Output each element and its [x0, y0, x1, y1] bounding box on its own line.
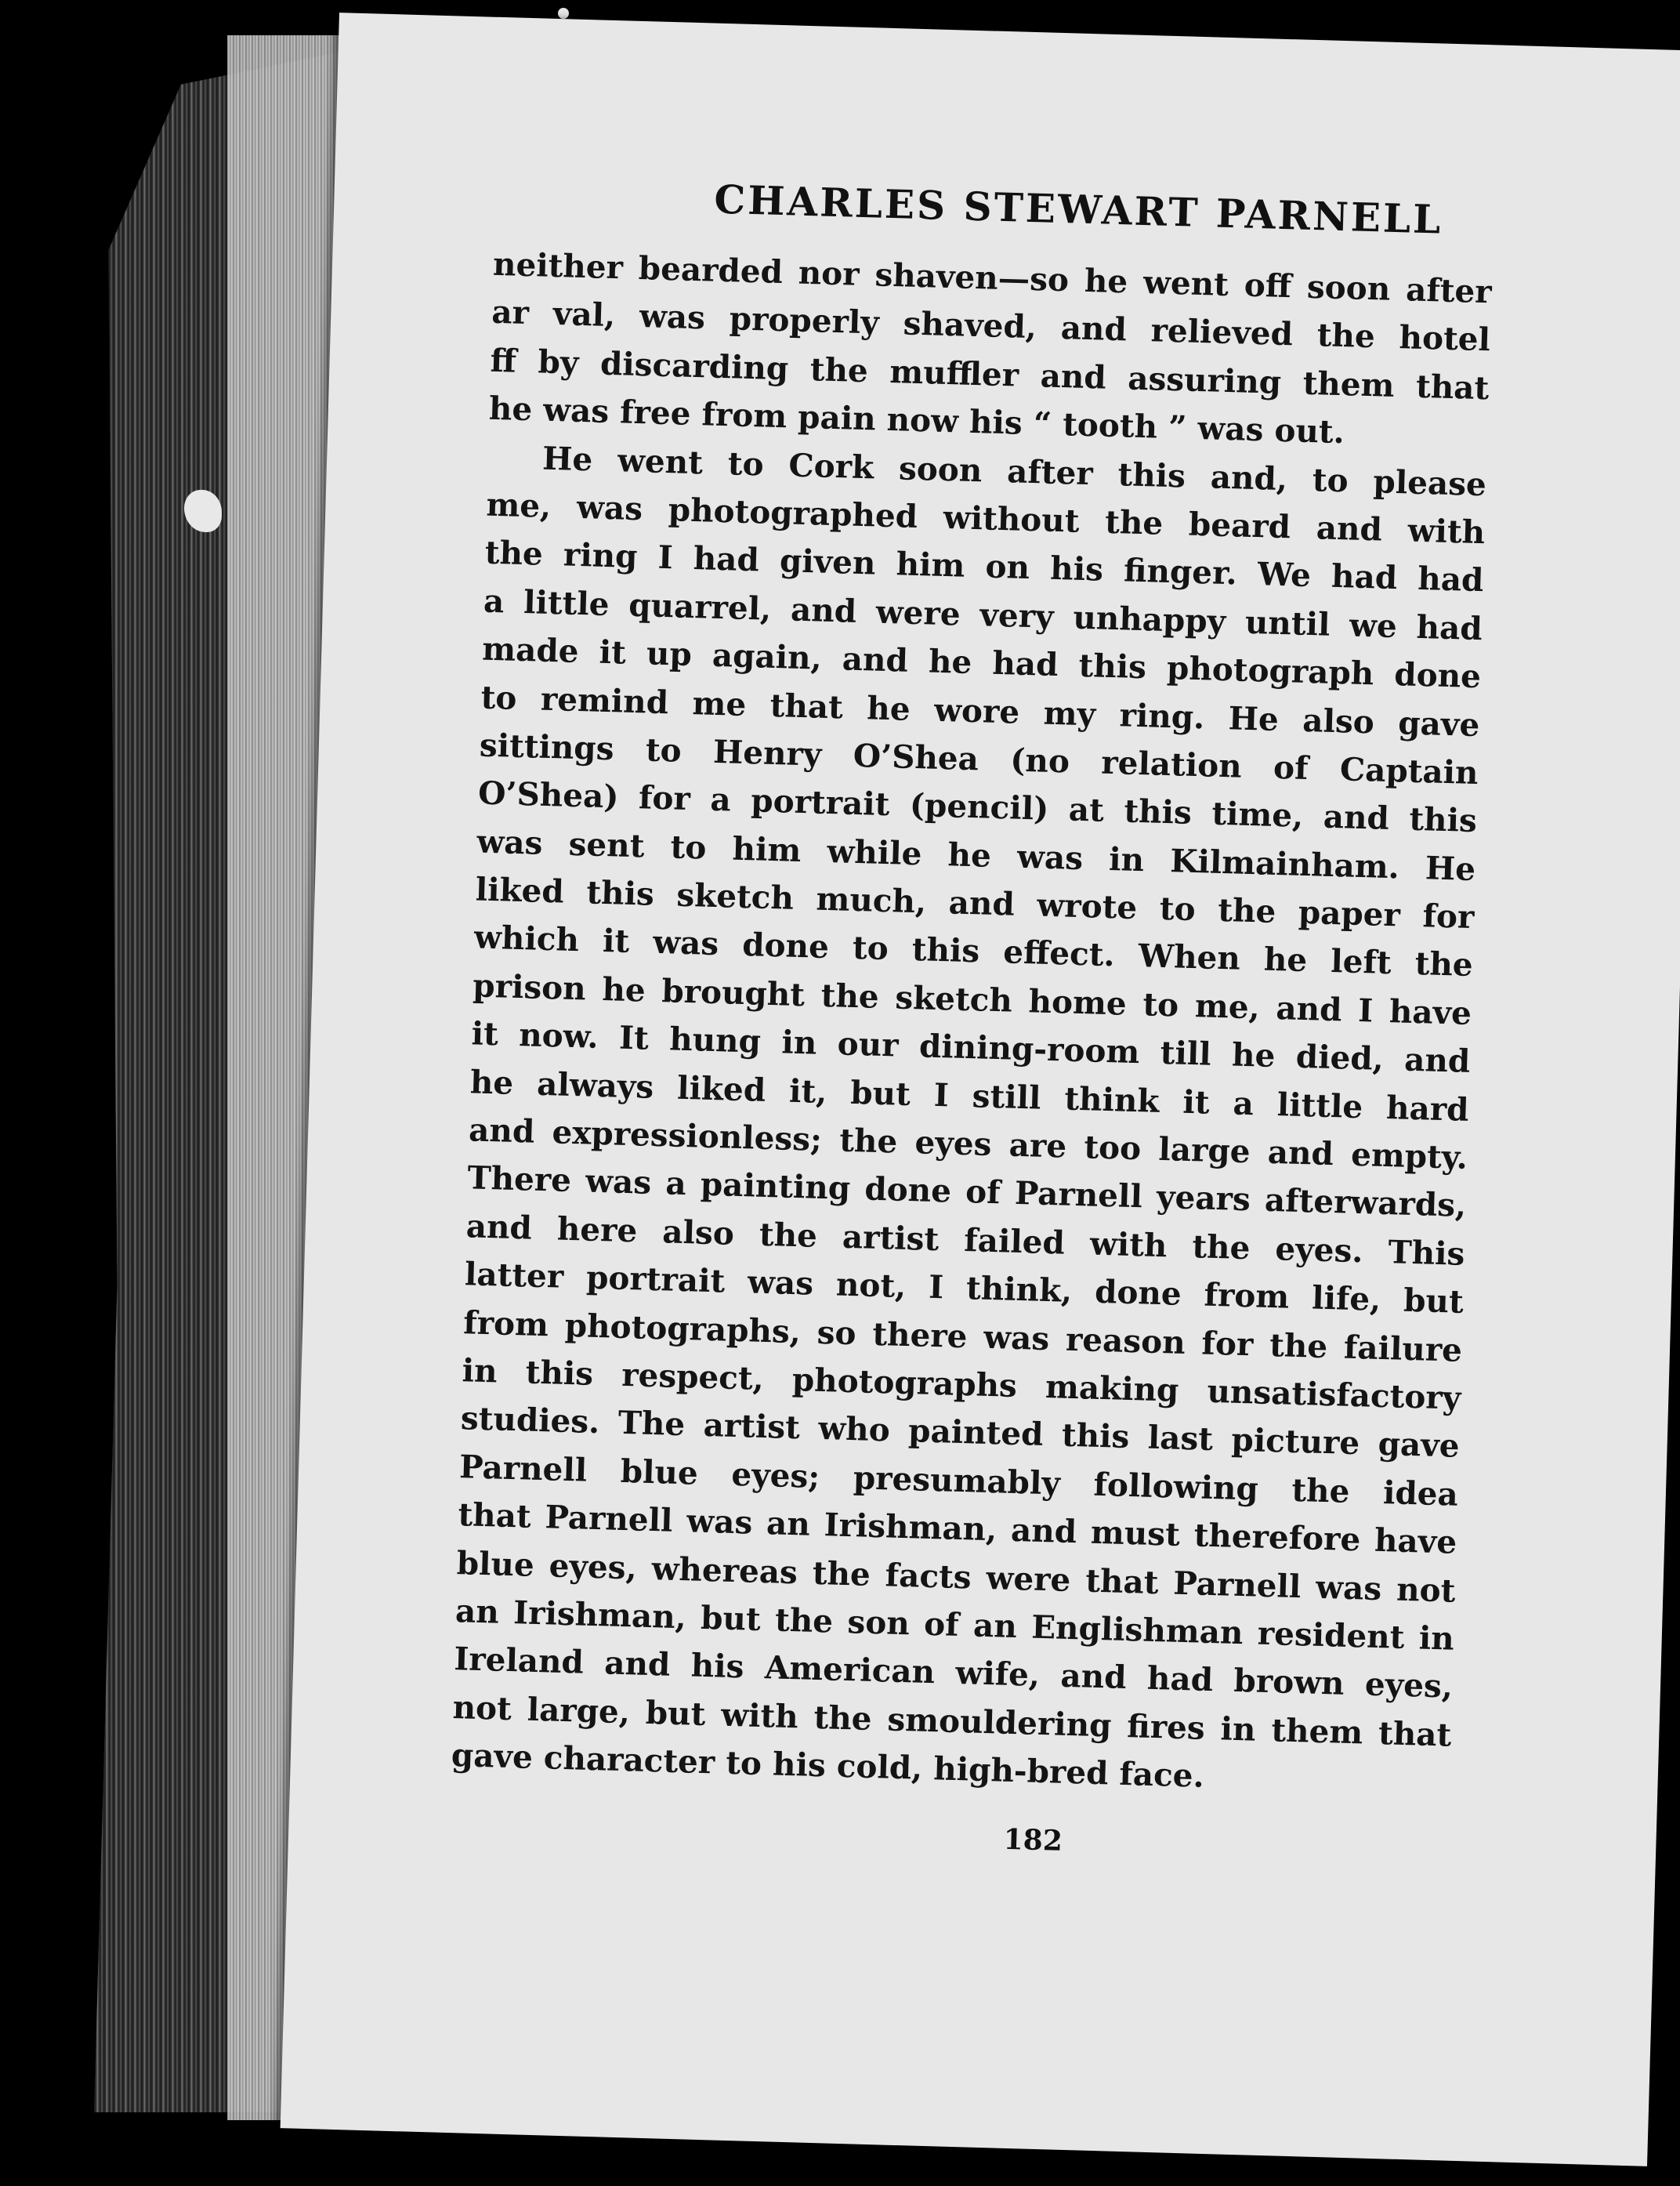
text-line: a little quarrel, and were very unhappy until we had: [483, 582, 1483, 647]
text-line: blue eyes, whereas the facts were that Parnell was not: [456, 1543, 1457, 1610]
text-line: Parnell blue eyes; presumably following the idea: [458, 1447, 1459, 1514]
text-line: and expressionless; the eyes are too large and empty.: [468, 1111, 1468, 1176]
text-line: that Parnell was an Irishman, and must therefore have: [457, 1495, 1457, 1561]
text-line: neither bearded nor shaven—so he went off soon after: [492, 245, 1493, 311]
text-line: latter portrait was not, I think, done from life, but: [464, 1255, 1465, 1321]
running-head: CHARLES STEWART PARNELL: [713, 176, 1444, 243]
text-line: to remind me that he wore my ring. He also gave: [480, 678, 1480, 744]
text-line: There was a painting done of Parnell years afterwards,: [466, 1158, 1467, 1225]
text-line: O’Shea) for a portrait (pencil) at this time, and this: [477, 774, 1478, 840]
text-line: Ireland and his American wife, and had brown eyes,: [453, 1640, 1454, 1706]
text-line: me, was photographed without the beard and with: [485, 485, 1486, 552]
text-line: he was free from pain now his “ tooth ” was out.: [488, 389, 1345, 451]
text-line: liked this sketch much, and wrote to the paper for: [475, 870, 1475, 937]
text-line: it now. It hung in our dining-room till he died, and: [471, 1014, 1471, 1081]
text-line: an Irishman, but the son of an Englishman resident in: [454, 1592, 1455, 1658]
text-line: made it up again, and he had this photograph done: [481, 629, 1482, 696]
book-page: [281, 13, 1680, 2166]
page-number: 182: [1003, 1822, 1063, 1858]
text-line: the ring I had given him on his finger. We had had: [484, 533, 1485, 600]
body-text: [451, 241, 1492, 1807]
text-line: in this respect, photographs making unsatisfactory: [462, 1351, 1461, 1417]
text-line: and here also the artist failed with the eyes. This: [465, 1207, 1466, 1273]
text-line: he always liked it, but I still think it a little hard: [469, 1063, 1470, 1129]
text-line: from photographs, so there was reason for the failure: [462, 1303, 1463, 1369]
text-line: studies. The artist who painted this last picture gave: [460, 1399, 1461, 1466]
text-line: ar val, was properly shaved, and relieved the hotel: [491, 293, 1491, 359]
dust-speck: [558, 8, 569, 19]
text-line: ff by discarding the muffler and assuring them that: [490, 341, 1490, 408]
text-line: which it was done to this effect. When he left the: [473, 918, 1474, 984]
text-line: not large, but with the smouldering fires in them that: [452, 1688, 1452, 1754]
text-line: was sent to him while he was in Kilmainham. He: [476, 822, 1476, 888]
text-line: He went to Cork soon after this and, to please: [541, 439, 1487, 503]
text-line: gave character to his cold, high-bred face.: [451, 1736, 1205, 1795]
text-line: sittings to Henry O’Shea (no relation of Captain: [479, 726, 1479, 792]
text-line: prison he brought the sketch home to me, and I have: [472, 966, 1472, 1032]
